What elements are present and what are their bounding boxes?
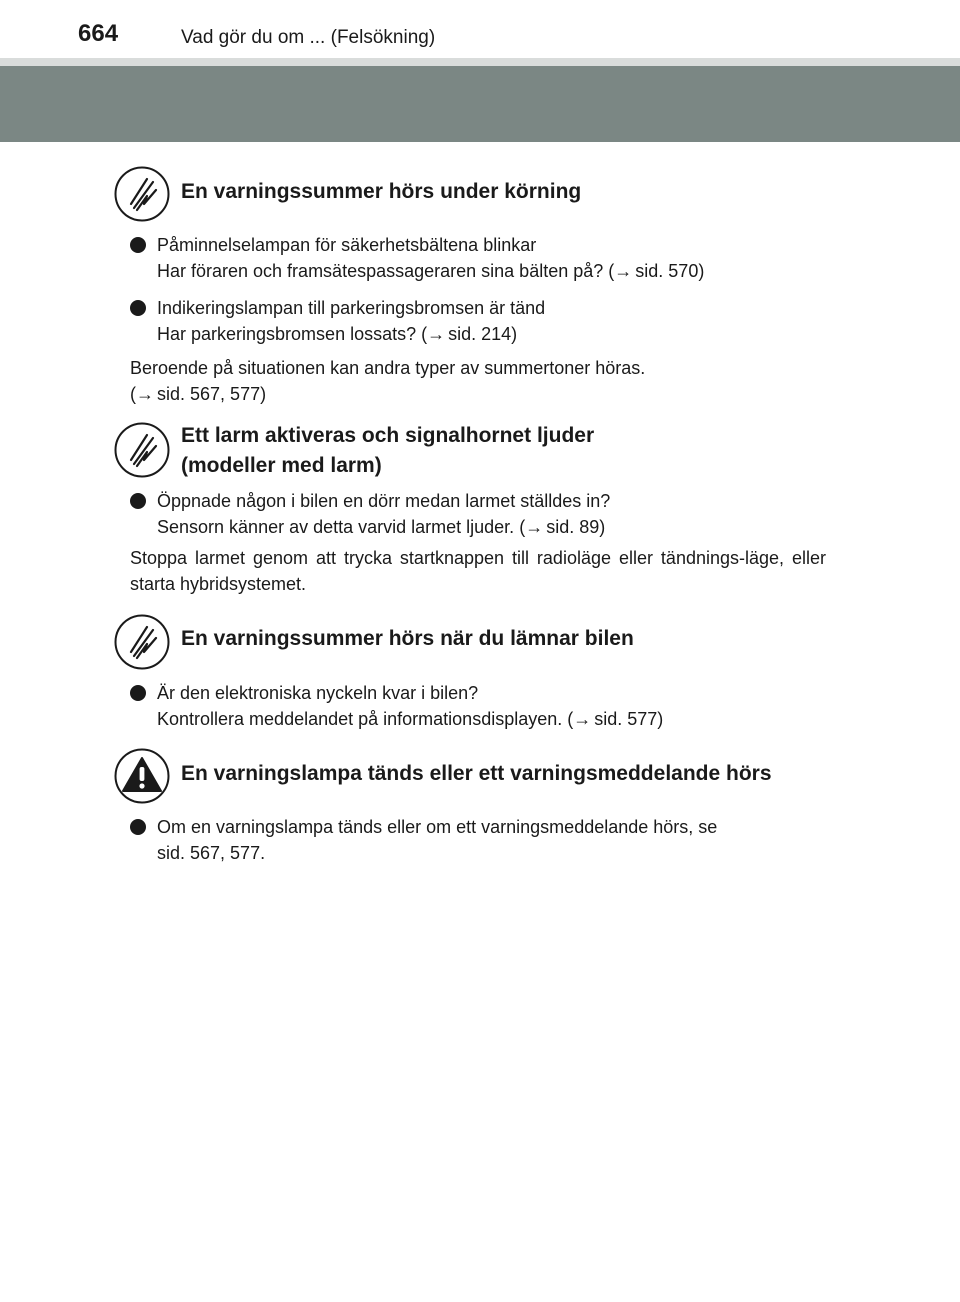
- bullet: [130, 685, 146, 701]
- arrow-icon: →: [614, 261, 633, 281]
- bullet: [130, 300, 146, 316]
- list-item: Om en varningslampa tänds eller om ett varningsmeddelande hörs, se sid. 567, 577.: [130, 814, 850, 866]
- arrow-icon: →: [427, 324, 446, 344]
- sound-wave-icon: [114, 614, 170, 670]
- note-paragraph: Stoppa larmet genom att trycka startknappen till radioläge eller tändnings-läge, eller starta hybridsystemet.: [130, 548, 826, 594]
- header-band: [0, 66, 960, 142]
- page-number: 664: [78, 20, 119, 47]
- arrow-icon: →: [525, 517, 544, 537]
- section-heading: Ett larm aktiveras och signalhornet ljuder (modeller med larm): [181, 424, 595, 477]
- arrow-icon: →: [573, 709, 592, 729]
- list-item: Öppnade någon i bilen en dörr medan larmet ställdes in? Sensorn känner av detta varvid larmet ljuder. (→ sid. 89): [130, 488, 850, 540]
- list-item: Indikeringslampan till parkeringsbromsen är tänd Har parkeringsbromsen lossats? (→ sid. 214): [130, 295, 850, 347]
- bullet: [130, 237, 146, 253]
- note-paragraph: Beroende på situationen kan andra typer av summertoner höras. (→ sid. 567, 577): [130, 355, 826, 407]
- sound-wave-icon: [114, 422, 170, 478]
- section-heading: En varningslampa tänds eller ett varningsmeddelande hörs: [181, 762, 772, 785]
- sound-wave-icon: [114, 166, 170, 222]
- header-rule: [0, 58, 960, 66]
- chapter-title: Vad gör du om ... (Felsökning): [181, 27, 436, 48]
- bullet: [130, 819, 146, 835]
- list-item: Är den elektroniska nyckeln kvar i bilen? Kontrollera meddelandet på informationsdisplayen. (→ sid. 577): [130, 680, 850, 732]
- section-heading: En varningssummer hörs under körning: [181, 180, 582, 203]
- bullet: [130, 493, 146, 509]
- list-item: Påminnelselampan för säkerhetsbältena blinkar Har föraren och framsätespassageraren sina bälten på? (→ sid. 570): [130, 232, 850, 284]
- warning-triangle-icon: [114, 748, 170, 804]
- section-heading: En varningssummer hörs när du lämnar bilen: [181, 627, 634, 650]
- arrow-icon: →: [136, 384, 154, 404]
